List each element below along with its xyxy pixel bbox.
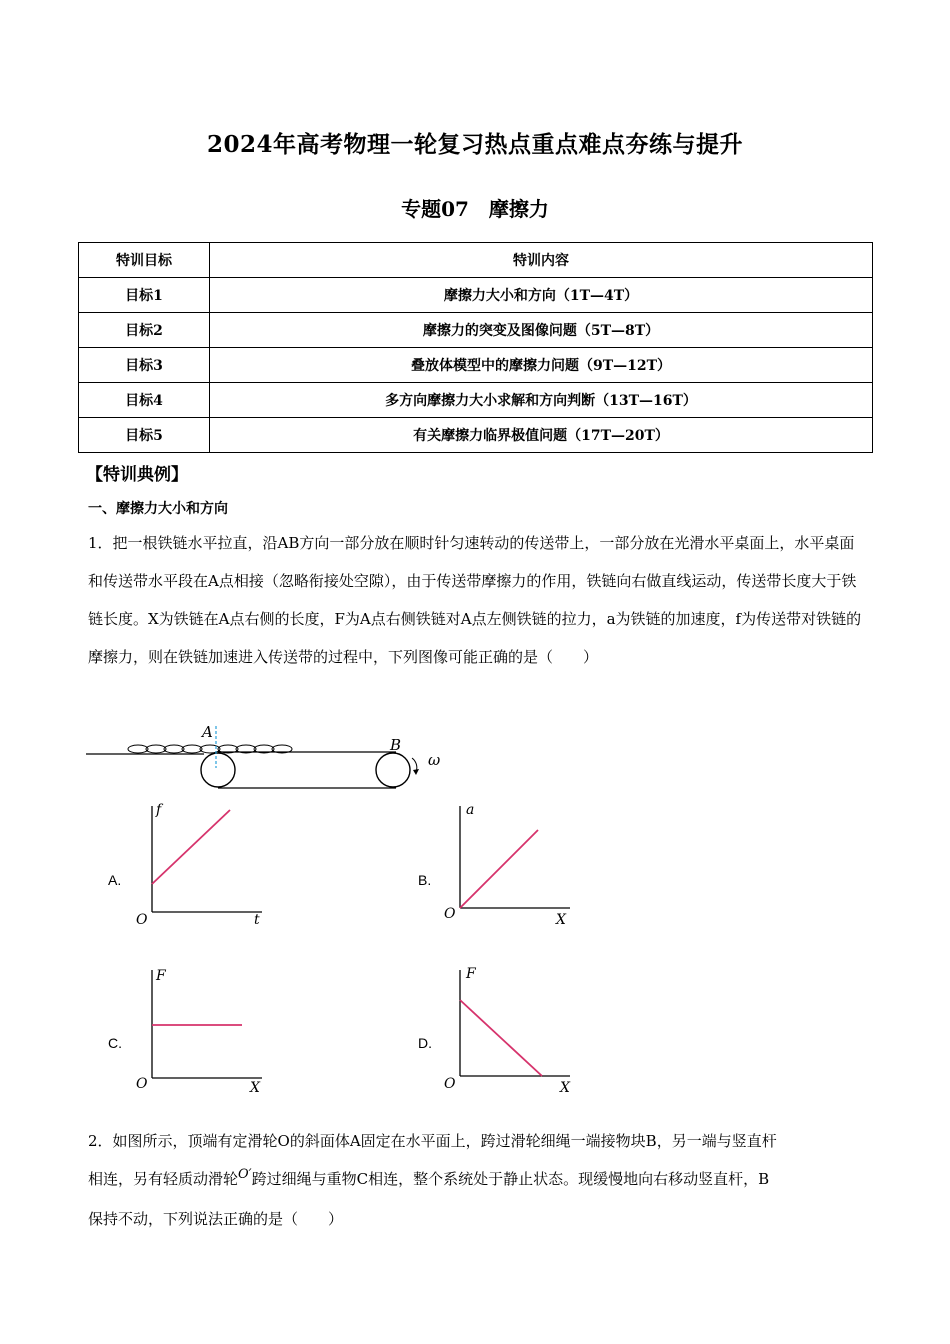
option-c-origin: O [136, 1076, 148, 1092]
option-b-curve [460, 830, 538, 908]
option-a-ylabel: f [156, 802, 162, 818]
option-b-origin: O [444, 906, 456, 922]
option-a-graph [132, 800, 272, 930]
option-d-ylabel: F [466, 966, 476, 982]
section-header: 【特训典例】 [86, 465, 188, 485]
table-header-cell: 特训目标 [79, 243, 210, 278]
point-a-label: A [202, 723, 213, 741]
option-b-graph [440, 800, 580, 930]
table-cell-target: 目标1 [79, 278, 210, 313]
table-cell-content: 摩擦力大小和方向（1T—4T） [210, 278, 873, 313]
option-b-ylabel: a [466, 802, 475, 818]
question-2-line-2: 相连，另有轻质动滑轮O′跨过细绳与重物C相连，整个系统处于静止状态。现缓慢地向右移动竖直杆，B [88, 1167, 770, 1188]
question-2-text [88, 1122, 868, 1238]
point-b-label: B [390, 736, 402, 754]
table-row [79, 348, 873, 383]
option-d-label: D. [418, 1035, 432, 1051]
option-a-origin: O [136, 912, 148, 928]
option-b-xlabel: X [556, 912, 566, 928]
table-cell-content: 摩擦力的突变及图像问题（5T—8T） [210, 313, 873, 348]
option-a-label: A. [108, 872, 122, 888]
table-cell-content: 有关摩擦力临界极值问题（17T—20T） [210, 418, 873, 453]
question-2-line-3: 保持不动，下列说法正确的是（ ） [88, 1210, 344, 1228]
table-cell-content: 叠放体模型中的摩擦力问题（9T—12T） [210, 348, 873, 383]
option-c-graph [132, 964, 272, 1094]
table-cell-content: 多方向摩擦力大小求解和方向判断（13T—16T） [210, 383, 873, 418]
doc-title: 2024年高考物理一轮复习热点重点难点夯练与提升 [206, 131, 743, 158]
question-1-text: 1．把一根铁链水平拉直，沿AB方向一部分放在顺时针匀速转动的传送带上，一部分放在光滑水平桌面上，水平桌面和传送带水平段在A点相接（忽略衔接处空隙），由于传送带摩擦力的作用，铁链向右做直线运动，传送带长度大于铁链长度。X为铁链在A点右侧的长度，F为A点右侧铁链对A点左侧铁链的拉力，a为铁链的加速度，f为传送带对铁链的摩擦力，则在铁链加速进入传送带的过程中，下列图像可能正确的是（ ） [88, 534, 862, 666]
omega-label: ω [428, 751, 441, 769]
conveyor-figure [86, 722, 456, 794]
option-b-label: B. [418, 872, 432, 888]
option-d-origin: O [444, 1076, 456, 1092]
table-row [79, 278, 873, 313]
option-c-xlabel: X [250, 1080, 260, 1094]
section-title: 一、摩擦力大小和方向 [88, 501, 228, 517]
option-c-ylabel: F [156, 968, 166, 984]
table-cell-target: 目标5 [79, 418, 210, 453]
table-row [79, 418, 873, 453]
table-row [79, 383, 873, 418]
option-d-xlabel: X [560, 1080, 570, 1094]
doc-subtitle: 专题07 摩擦力 [401, 197, 549, 221]
option-d-curve [460, 1000, 542, 1076]
targets-table [78, 242, 873, 453]
table-cell-target: 目标2 [79, 313, 210, 348]
table-row [79, 313, 873, 348]
table-header-cell: 特训内容 [210, 243, 873, 278]
option-a-xlabel: t [254, 912, 260, 928]
table-header-row [79, 243, 873, 278]
option-c-label: C. [108, 1035, 122, 1051]
pulley-symbol: O′ [238, 1167, 252, 1182]
option-a-curve [152, 810, 230, 884]
option-d-graph [440, 964, 580, 1094]
question-2-line-1: 2．如图所示，顶端有定滑轮O的斜面体A固定在水平面上，跨过滑轮细绳一端接物块B，另一端与竖直杆 [88, 1132, 777, 1150]
table-cell-target: 目标4 [79, 383, 210, 418]
table-cell-target: 目标3 [79, 348, 210, 383]
